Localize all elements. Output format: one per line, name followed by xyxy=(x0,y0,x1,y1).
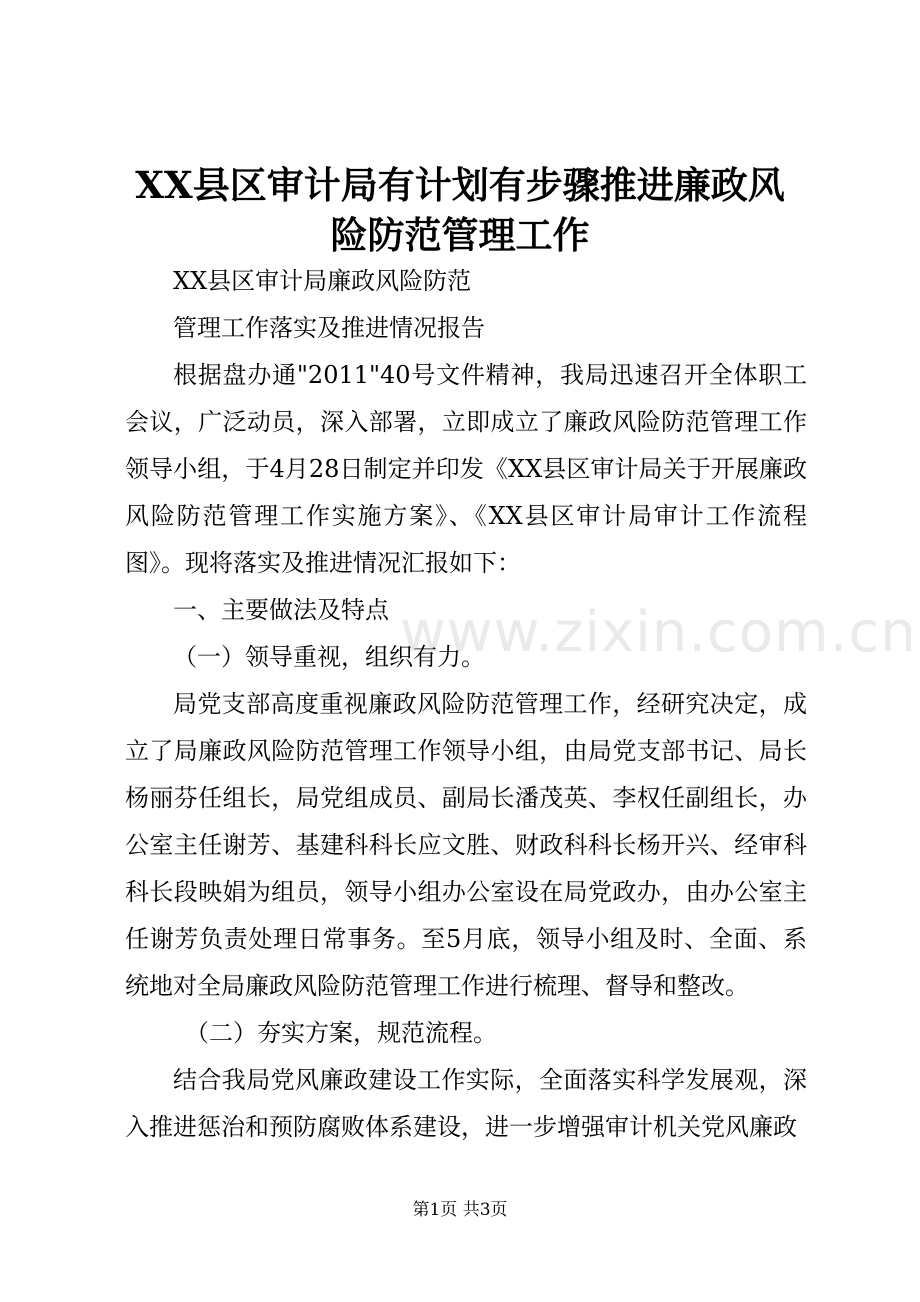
watermark: www.zixin.com.cn xyxy=(400,600,917,665)
paragraph: 根据盘办通"2011"40号文件精神，我局迅速召开全体职工会议，广泛动员，深入部署，立即成立了廉政风险防范管理工作领导小组，于4月28日制定并印发《XX县区审计局关于开展廉政风险防范管理工作实施方案》、《XX县区审计局审计工作流程图》。现将落实及推进情况汇报如下： xyxy=(125,361,807,577)
paragraph: 局党支部高度重视廉政风险防范管理工作，经研究决定，成立了局廉政风险防范管理工作领导小组，由局党支部书记、局长杨丽芬任组长，局党组成员、副局长潘茂英、李权任副组长，办公室主任谢芳、基建科科长应文胜、财政科科长杨开兴、经审科科长段映娟为组员，领导小组办公室设在局党政办，由办公室主任谢芳负责处理日常事务。至5月底，领导小组及时、全面、系统地对全局廉政风险防范管理工作进行梳理、督导和整改。 xyxy=(125,690,807,1000)
paragraph: 管理工作落实及推进情况报告 xyxy=(173,314,485,342)
document-title: XX县区审计局有计划有步骤推进廉政风险防范管理工作 xyxy=(135,163,785,257)
paragraph: XX县区审计局廉政风险防范 xyxy=(173,267,472,295)
paragraph: （二）夯实方案，规范流程。 xyxy=(185,1019,497,1047)
document-body xyxy=(125,258,807,1151)
paragraph: 结合我局党风廉政建设工作实际，全面落实科学发展观，深入推进惩治和预防腐败体系建设，进一步增强审计机关党风廉政 xyxy=(125,1066,807,1141)
paragraph: （一）领导重视，组织有力。 xyxy=(173,643,485,671)
paragraph: 一、主要做法及特点 xyxy=(173,596,389,624)
page-footer: 第1页 共3页 xyxy=(412,1200,508,1220)
